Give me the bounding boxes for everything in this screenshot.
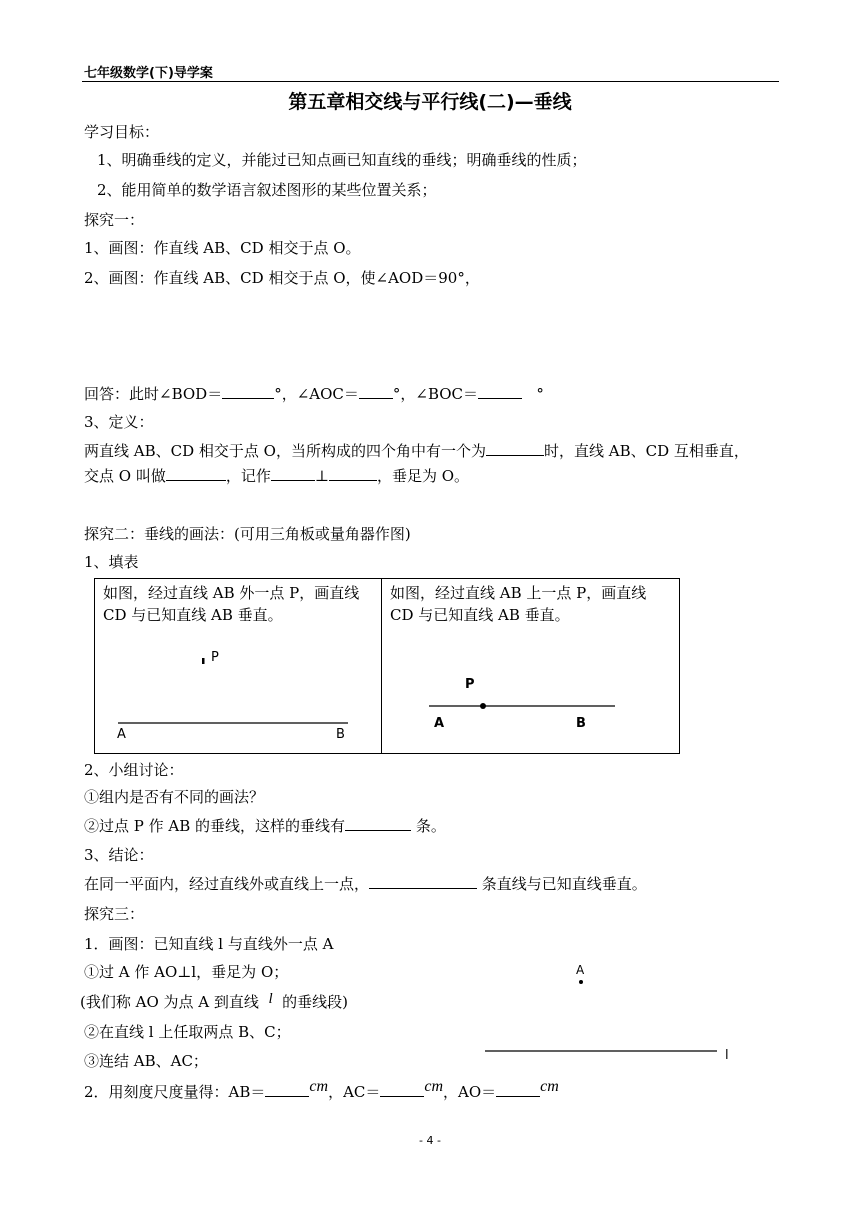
conclusion-text [84,874,647,894]
answer-aoc: °，∠AOC＝ [274,385,359,403]
conclusion-heading: 3、结论： [84,846,154,864]
blank-ab[interactable] [265,1082,309,1097]
fig3-label-a: A [576,963,585,977]
blank-angle[interactable] [486,441,544,456]
fig3-figure [480,975,740,1065]
definition-2d: ，垂足为 O。 [376,467,470,485]
s2-lead: (我们称 AO 为点 A 到直线 [80,993,259,1011]
definition-2a: 交点 O 叫做 [84,467,166,485]
header-course: 七年级数学(下)导学案 [84,66,213,81]
cell-right-text: 如图，经过直线 AB 上一点 P，画直线 CD 与已知直线 AB 垂直。 [390,584,647,624]
unit-ab: cm [309,1078,329,1095]
explore3-s1: ①过 A 作 AO⊥l，垂足为 O； [84,963,289,981]
cell-left-text: 如图，经过直线 AB 外一点 P，画直线 CD 与已知直线 AB 垂直。 [103,584,360,624]
discussion-q1: ①组内是否有不同的画法？ [84,788,265,806]
left-point-p-mark [202,658,205,664]
unit-ac: cm [424,1078,444,1095]
definition-heading: 3、定义： [84,413,154,431]
explore1-step1: 1、画图：作直线 AB、CD 相交于点 O。 [84,239,361,257]
explore1-step2: 2、画图：作直线 AB、CD 相交于点 O，使∠AOD＝90°， [84,269,480,287]
q2-tail: 条。 [415,817,446,835]
conclusion-lead: 在同一平面内，经过直线外或直线上一点， [84,875,370,893]
table-figures [95,579,679,753]
right-label-b: B [576,716,586,731]
explore3-s2 [80,992,348,1013]
header-rule [82,81,779,82]
definition-1b: 时，直线 AB、CD 互相垂直， [543,442,749,460]
answer-boc: °，∠BOC＝ [392,385,479,403]
measure-ac: ，AC＝ [328,1083,381,1101]
fig3-point-a [579,980,583,984]
explore3-s3: ②在直线 l 上任取两点 B、C； [84,1023,291,1041]
blank-ac[interactable] [380,1082,424,1097]
explore3-step1: 1．画图：已知直线 l 与直线外一点 A [84,935,334,953]
explore3-measure [84,1078,559,1103]
discussion-q2 [84,816,446,836]
explore1-heading: 探究一： [84,211,145,229]
fill-table-label: 1、填表 [84,553,139,571]
discussion-heading: 2、小组讨论： [84,761,184,779]
blank-line-1[interactable] [271,466,315,481]
blank-ao[interactable] [496,1082,540,1097]
fig3-label-l: l [725,1048,729,1063]
definition-2b: ，记作 [225,467,271,485]
conclusion-tail: 条直线与已知直线垂直。 [481,875,647,893]
definition-line-2 [84,466,469,486]
right-label-p: P [465,677,475,692]
blank-foot-name[interactable] [166,466,226,481]
explore3-s4: ③连结 AB、AC； [84,1052,208,1070]
blank-boc[interactable] [478,384,522,399]
drawing-table [94,578,680,754]
explore1-answer [84,384,544,404]
left-label-b: B [336,727,345,742]
explore2-heading: 探究二：垂线的画法：(可用三角板或量角器作图) [84,525,411,543]
page-number: - 4 - [419,1134,441,1147]
answer-lead: 回答：此时∠BOD＝ [84,385,223,403]
objective-item-1: 1、明确垂线的定义，并能过已知点画已知直线的垂线；明确垂线的性质； [97,151,587,169]
s2-tail: 的垂线段) [282,993,349,1011]
q2-lead: ②过点 P 作 AB 的垂线，这样的垂线有 [84,817,346,835]
definition-1a: 两直线 AB、CD 相交于点 O，当所构成的四个角中有一个为 [84,442,486,460]
left-label-a: A [117,727,126,742]
blank-bod[interactable] [222,384,274,399]
objectives-heading: 学习目标： [84,123,160,141]
blank-line-2[interactable] [329,466,377,481]
unit-ao: cm [540,1078,559,1095]
answer-end: ° [536,385,544,403]
right-point-p-dot [480,703,486,709]
measure-lead: 2．用刻度尺度量得：AB＝ [84,1083,266,1101]
left-label-p: P [211,650,219,665]
page-title: 第五章相交线与平行线(二)—垂线 [288,91,572,113]
blank-aoc[interactable] [359,384,393,399]
explore3-heading: 探究三： [84,905,145,923]
objective-item-2: 2、能用简单的数学语言叙述图形的某些位置关系； [97,181,437,199]
blank-conclusion[interactable] [369,874,477,889]
definition-line-1 [84,441,749,461]
s2-line-l: l [268,991,273,1007]
measure-ao: ，AO＝ [443,1083,497,1101]
right-label-a: A [434,716,445,731]
blank-count[interactable] [345,816,411,831]
perp-symbol: ⊥ [314,467,329,485]
